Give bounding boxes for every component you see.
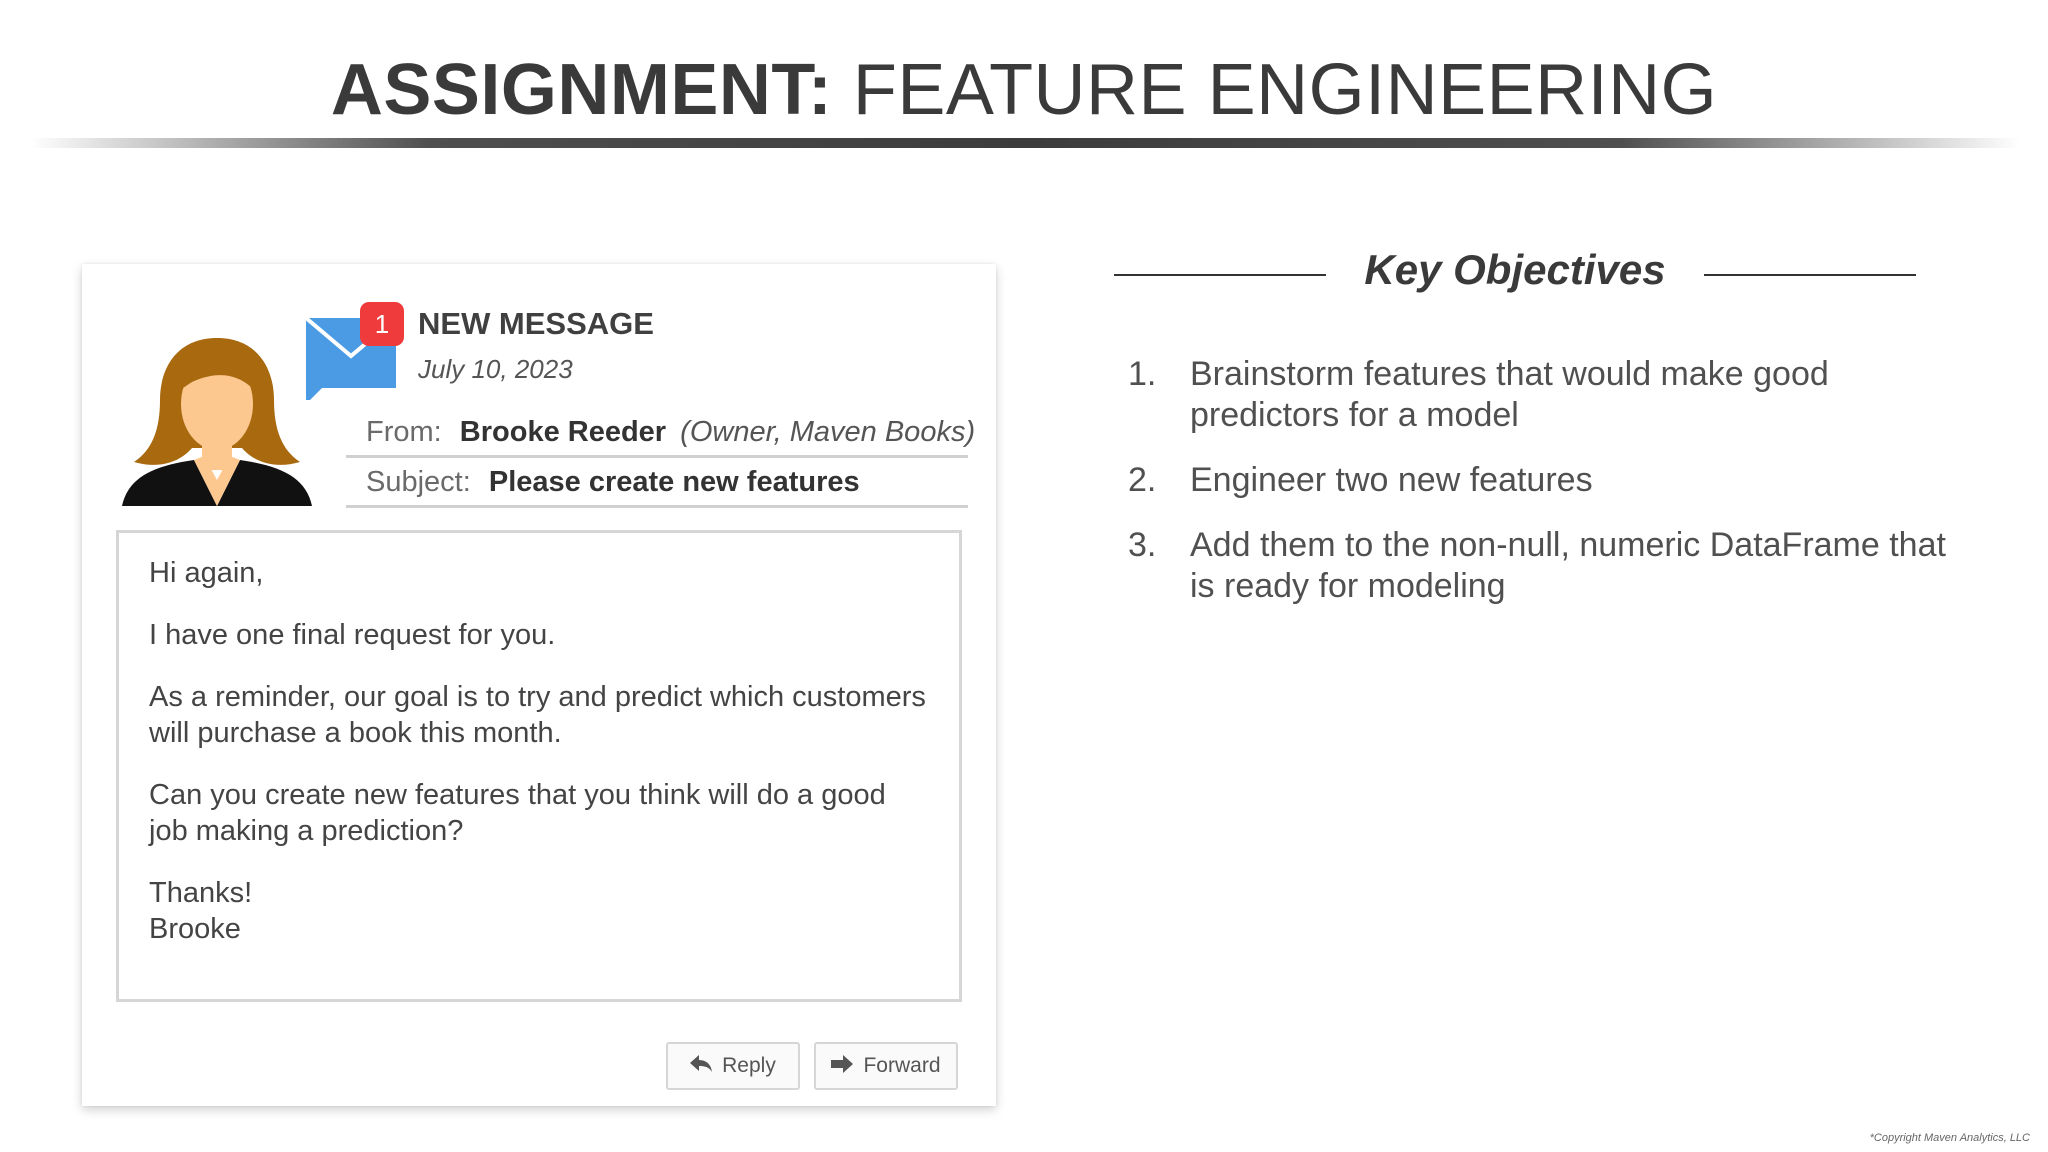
body-signature: Brooke: [149, 913, 241, 945]
forward-button[interactable]: [814, 1042, 958, 1090]
objectives-list: [1128, 354, 1948, 631]
body-paragraph-2: As a reminder, our goal is to try and predict which customers will purchase a book this month.: [149, 681, 926, 749]
objectives-rule-left: [1114, 274, 1326, 276]
objective-number: 3.: [1128, 526, 1157, 564]
objective-item-1: [1128, 354, 1948, 436]
body-paragraph-1: I have one final request for you.: [149, 619, 556, 651]
sender-name: Brooke Reeder: [459, 416, 667, 448]
reply-button[interactable]: [666, 1042, 800, 1090]
message-date: July 10, 2023: [418, 354, 573, 384]
title-divider: [30, 138, 2020, 148]
body-paragraph-3: Can you create new features that you think will do a good job making a prediction?: [149, 779, 886, 847]
message-header-label: NEW MESSAGE: [418, 306, 654, 341]
copyright-notice: *Copyright Maven Analytics, LLC: [1869, 1132, 2030, 1144]
title-bold: ASSIGNMENT: [330, 50, 808, 130]
sender-avatar-icon: [122, 330, 312, 506]
forward-arrow-icon: [831, 1055, 853, 1073]
objective-text: Engineer two new features: [1190, 461, 1593, 499]
reply-arrow-icon: [690, 1055, 712, 1073]
forward-label: Forward: [863, 1054, 941, 1077]
objective-number: 1.: [1128, 355, 1157, 393]
objective-item-3: [1128, 525, 1948, 607]
slide-title: [0, 42, 2048, 138]
title-rest: FEATURE ENGINEERING: [832, 50, 1718, 130]
subject-label: Subject:: [366, 466, 471, 498]
from-row: [346, 410, 976, 458]
body-greeting: Hi again,: [149, 557, 264, 589]
message-body: [116, 530, 962, 1002]
unread-count-badge: 1: [360, 302, 404, 346]
objective-number: 2.: [1128, 461, 1157, 499]
from-label: From:: [366, 416, 442, 448]
objective-text: Add them to the non-null, numeric DataFrame that is ready for modeling: [1190, 526, 1946, 605]
subject-text: Please create new features: [488, 466, 860, 498]
body-signoff: Thanks!: [149, 877, 253, 909]
objectives-rule-right: [1704, 274, 1916, 276]
title-colon: :: [807, 50, 833, 130]
reply-label: Reply: [722, 1054, 776, 1077]
objectives-title: Key Objectives: [1364, 246, 1666, 293]
sender-role: (Owner, Maven Books): [680, 416, 976, 448]
objective-item-2: [1128, 460, 1948, 501]
email-card: [82, 264, 996, 1106]
objective-text: Brainstorm features that would make good predictors for a model: [1190, 355, 1829, 434]
subject-row: [346, 460, 968, 508]
